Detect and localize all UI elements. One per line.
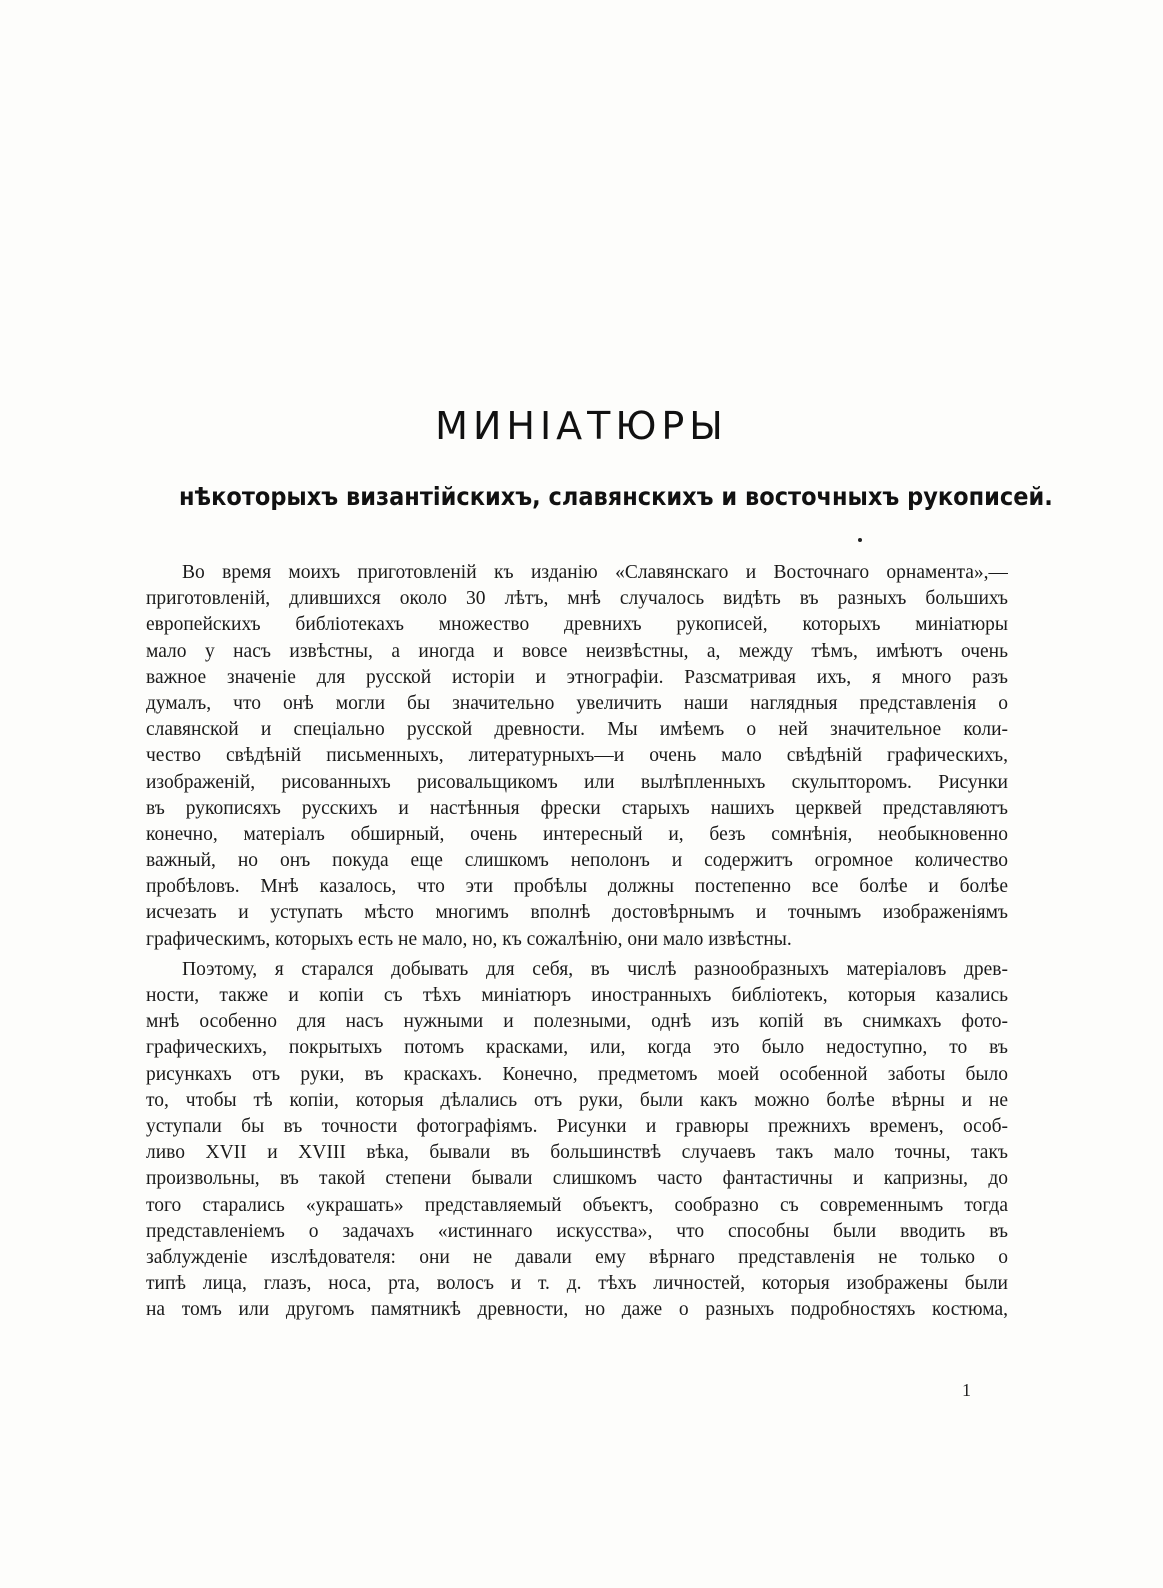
- text-line: Во время моихъ приготовленій къ изданію «Славянскаго и Восточнаго орнамента»,—: [182, 562, 1008, 583]
- text-line: важный, но онъ покуда еще слишкомъ неполонъ и содержитъ огромное количество: [146, 850, 1008, 872]
- decorative-dot: [858, 538, 862, 542]
- text-line: типѣ лица, глазъ, носа, рта, волосъ и т. д. тѣхъ личностей, которыя изображены были: [146, 1273, 1008, 1295]
- paragraph-1: [146, 560, 1008, 953]
- text-line: графическихъ, покрытыхъ потомъ красками, или, когда это было недоступно, то въ: [146, 1037, 1008, 1059]
- page-title: МИНІАТЮРЫ: [435, 404, 728, 448]
- text-line: въ рукописяхъ русскихъ и настѣнныя фрески старыхъ нашихъ церквей представляютъ: [146, 797, 1008, 819]
- text-line: на томъ или другомъ памятникѣ древности, но даже о разныхъ подробностяхъ костюма,: [146, 1299, 1008, 1321]
- text-line: приготовленій, длившихся около 30 лѣтъ, мнѣ случалось видѣть въ разныхъ большихъ: [146, 588, 1008, 610]
- text-line: Поэтому, я старался добывать для себя, въ числѣ разнообразныхъ матеріаловъ древ-: [182, 958, 1008, 980]
- text-line: то, чтобы тѣ копіи, которыя дѣлались отъ руки, были какъ можно болѣе вѣрны и не: [146, 1089, 1008, 1111]
- text-line: ливо XVII и XVIII вѣка, бывали въ большинствѣ случаевъ такъ мало точны, такъ: [146, 1142, 1008, 1164]
- text-line: рисункахъ отъ руки, въ краскахъ. Конечно, предметомъ моей особенной заботы было: [146, 1063, 1008, 1085]
- text-line: заблужденіе изслѣдователя: они не давали ему вѣрнаго представленія не только о: [146, 1246, 1008, 1268]
- text-line: того старались «украшать» представляемый объектъ, сообразно съ современнымъ тогда: [146, 1194, 1008, 1216]
- text-line: произвольны, въ такой степени бывали слишкомъ часто фантастичны и капризны, до: [146, 1168, 1008, 1190]
- text-line: ности, также и копіи съ тѣхъ миніатюръ иностранныхъ библіотекъ, которыя казались: [146, 985, 1008, 1006]
- text-line: графическимъ, которыхъ есть не мало, но, къ сожалѣнію, они мало извѣстны.: [146, 928, 792, 950]
- paragraph-2: [146, 957, 1008, 1324]
- text-line: думалъ, что онѣ могли бы значительно увеличить наши наглядныя представленія о: [146, 692, 1008, 714]
- text-line: изображеній, рисованныхъ рисовальщикомъ или вылѣпленныхъ скульпторомъ. Рисунки: [146, 771, 1008, 793]
- text-line: конечно, матеріалъ обширный, очень интересный и, безъ сомнѣнія, необыкновенно: [146, 823, 1008, 845]
- body-text: [146, 560, 1008, 1323]
- text-line: исчезать и уступать мѣсто многимъ вполнѣ достовѣрнымъ и точнымъ изображеніямъ: [146, 902, 1008, 924]
- text-line: европейскихъ библіотекахъ множество древнихъ рукописей, которыхъ миніатюры: [146, 614, 1008, 636]
- text-line: уступали бы въ точности фотографіямъ. Рисунки и гравюры прежнихъ временъ, особ-: [146, 1115, 1008, 1137]
- text-line: важное значеніе для русской исторіи и этнографіи. Разсматривая ихъ, я много разъ: [146, 666, 1008, 688]
- text-line: представленіемъ о задачахъ «истиннаго искусства», что способны были вводить въ: [146, 1220, 1008, 1242]
- text-line: мало у насъ извѣстны, а иногда и вовсе неизвѣстны, а, между тѣмъ, имѣютъ очень: [146, 640, 1008, 662]
- text-line: славянской и спеціально русской древности. Мы имѣемъ о ней значительное коли-: [146, 719, 1008, 741]
- text-line: пробѣловъ. Мнѣ казалось, что эти пробѣлы должны постепенно все болѣе и болѣе: [146, 876, 1008, 898]
- page-number: 1: [962, 1380, 971, 1400]
- page-subtitle: нѣкоторыхъ византійскихъ, славянскихъ и восточныхъ рукописей.: [179, 482, 1053, 511]
- text-line: мнѣ особенно для насъ нужными и полезными, однѣ изъ копій въ снимкахъ фото-: [146, 1011, 1008, 1033]
- text-line: чество свѣдѣній письменныхъ, литературныхъ—и очень мало свѣдѣній графическихъ,: [146, 745, 1008, 767]
